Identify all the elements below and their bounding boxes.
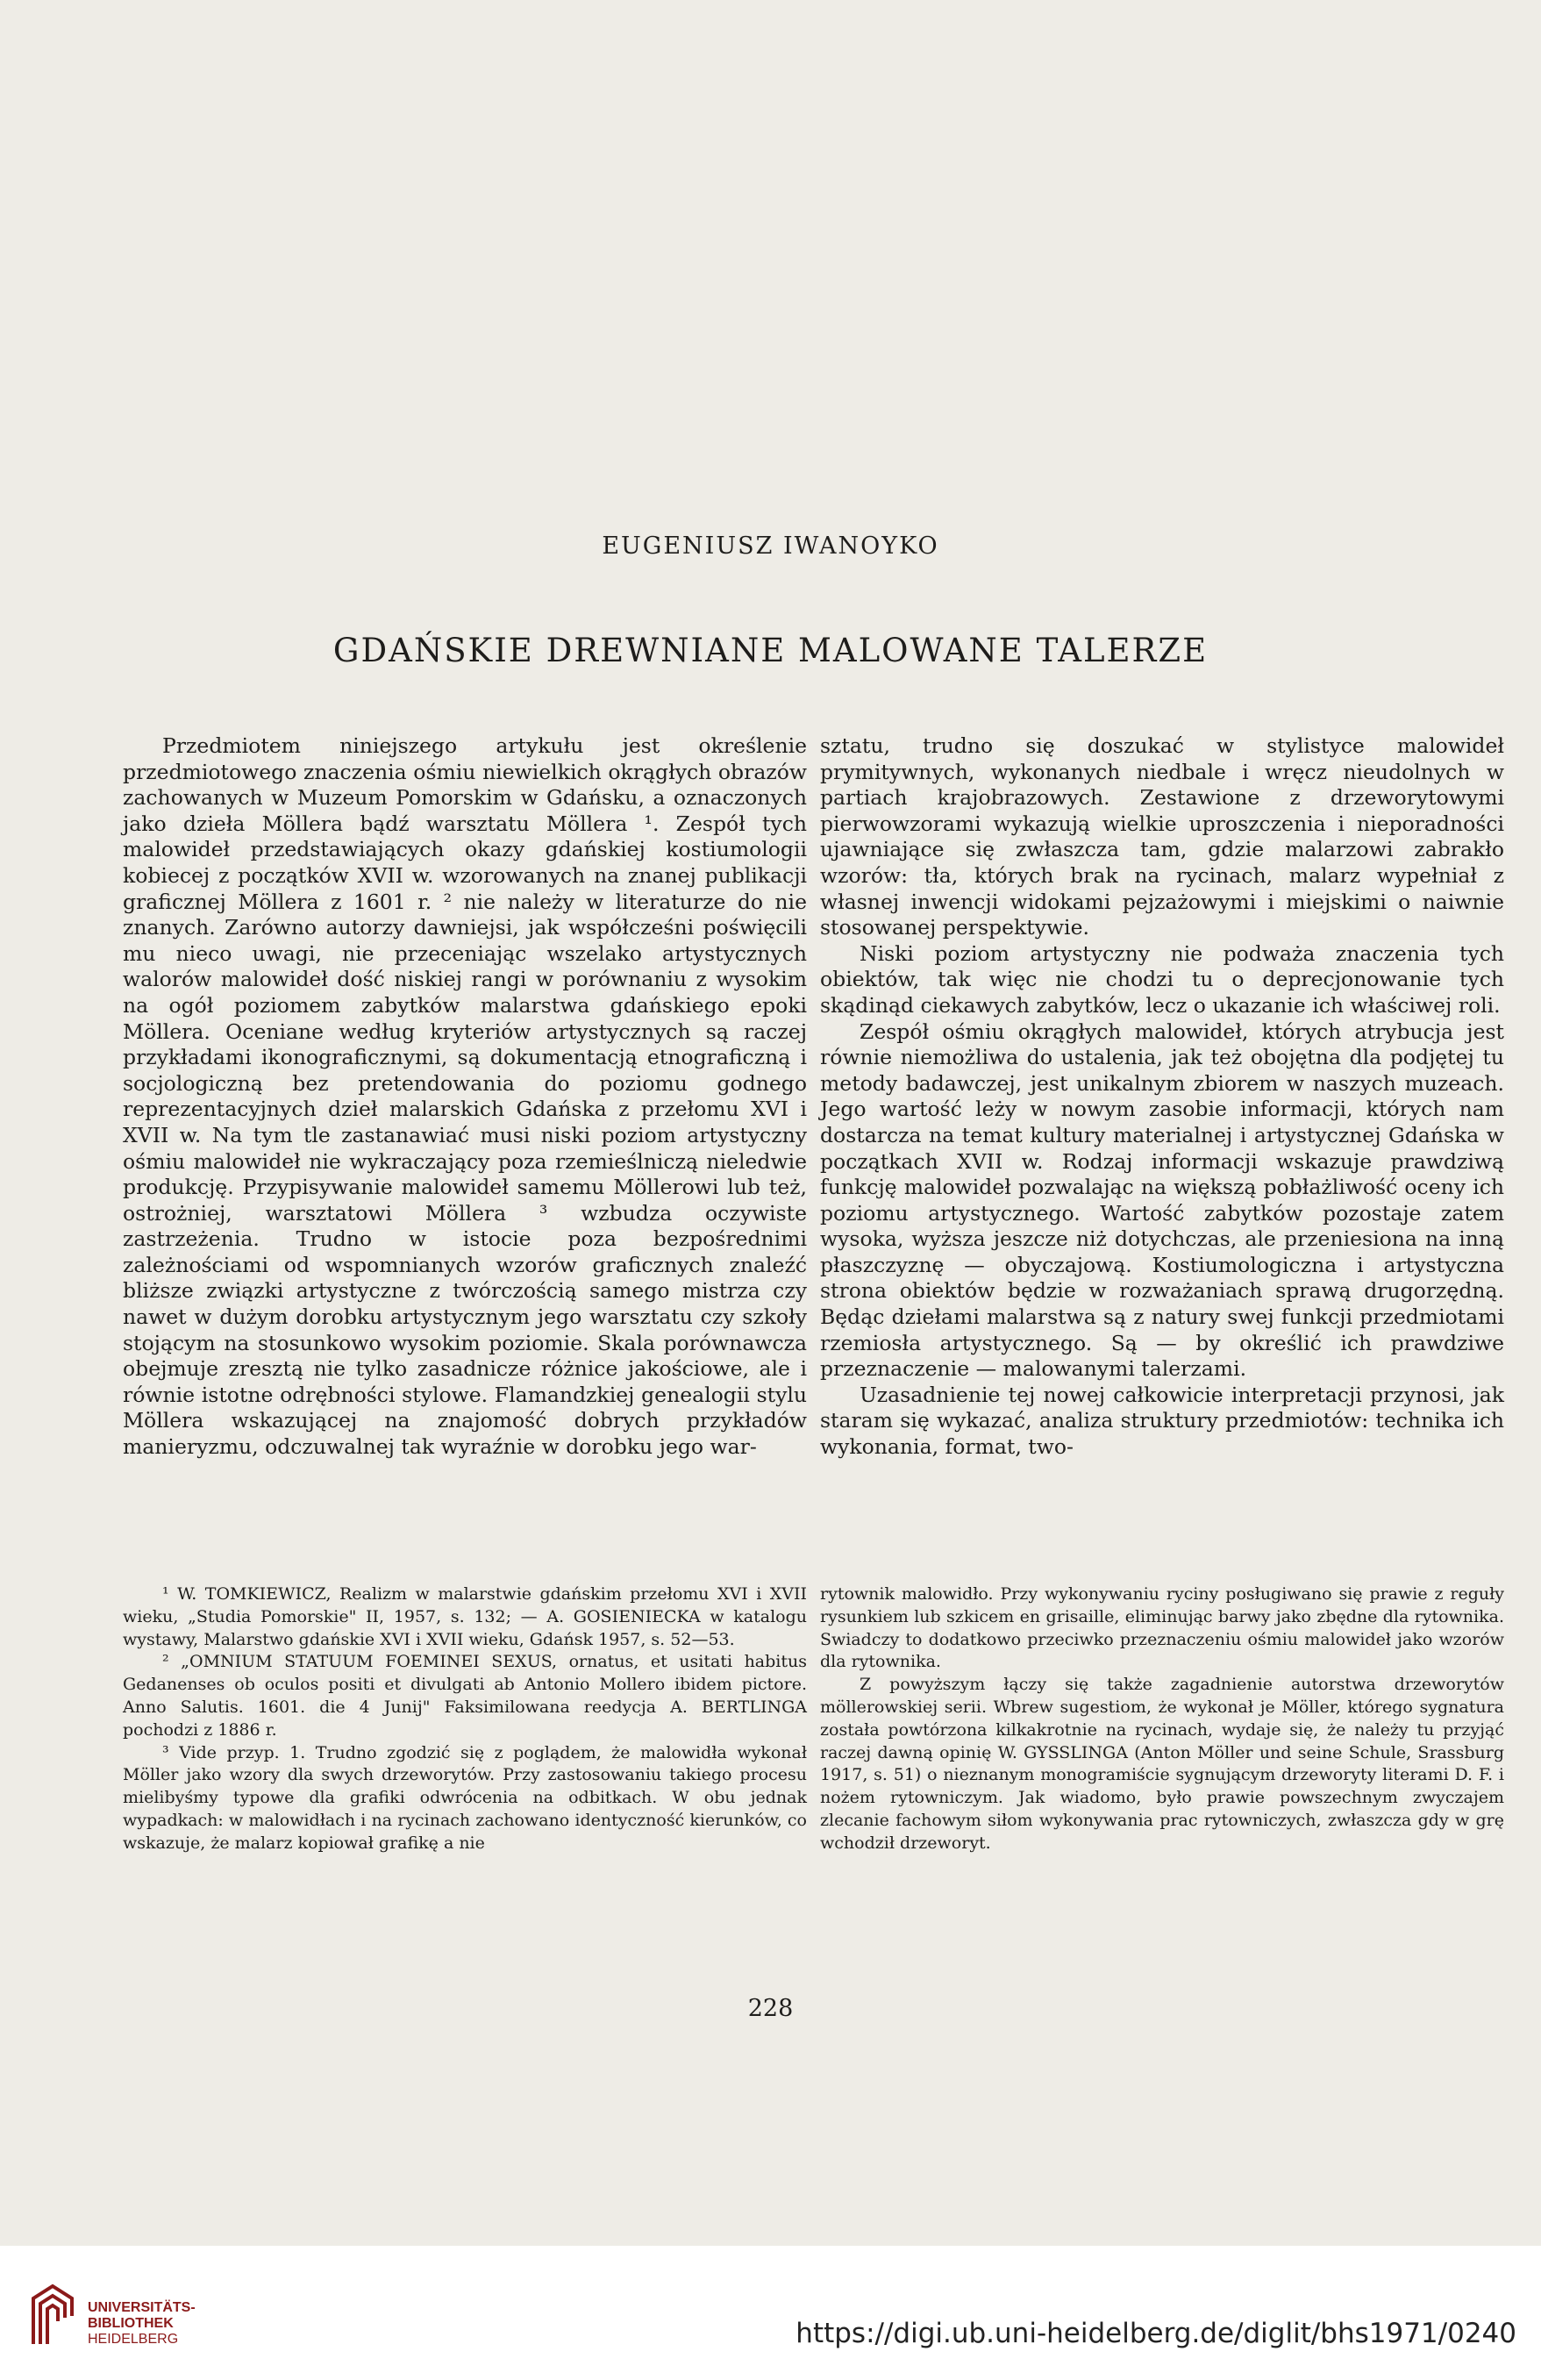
footnotes-right (820, 1583, 1504, 1855)
footnotes-left (123, 1583, 807, 1855)
paragraph: sztatu, trudno się doszukać w stylistyce malowideł prymitywnych, wykonanych niedbale i wręcz nieudolnych w partiach krajobrazowych. Zestawione z drzeworytowymi pierwowzorami wykazują wielkie uproszczenia i nieporadności ujawniające się zwłaszcza tam, gdzie malarzowi zabrakło wzorów: tła, których brak na rycinach, malarz wypełniał z własnej inwencji widokami pejzażowymi i miejskimi o naiwnie stosowanej perspektywie. (820, 733, 1504, 940)
library-name (88, 2300, 196, 2348)
footnote: rytownik malowidło. Przy wykonywaniu ryciny posługiwano się prawie z reguły rysunkiem lub szkicem en grisaille, eliminując barwy jako zbędne dla rytownika. Swiadczy to dodatkowo przeciwko przeznaczeniu ośmiu malowideł jako wzorów dla rytownika. (820, 1584, 1504, 1672)
page-url-link[interactable]: https://digi.ub.uni-heidelberg.de/diglit/bhs1971/0240 (795, 2318, 1516, 2349)
footnote: ¹ W. TOMKIEWICZ, Realizm w malarstwie gdańskim przełomu XVI i XVII wieku, „Studia Pomorskie" II, 1957, s. 132; — A. GOSIENIECKA w katalogu wystawy, Malarstwo gdańskie XVI i XVII wieku, Gdańsk 1957, s. 52—53. (123, 1584, 807, 1649)
paragraph: Uzasadnienie tej nowej całkowicie interpretacji przynosi, jak staram się wykazać, analiza struktury przedmiotów: technika ich wykonania, format, two- (820, 1382, 1504, 1460)
library-name-line: UNIVERSITÄTS- (88, 2300, 196, 2315)
footnote: Z powyższym łączy się także zagadnienie autorstwa drzeworytów möllerowskiej serii. Wbrew sugestiom, że wykonał je Möller, którego sygnatura została powtórzona kilkakrotnie na rycinach, wydaje się, że należy tu przyjąć raczej dawną opinię W. GYSSLINGA (Anton Möller und seine Schule, Srassburg 1917, s. 51) o nieznanym monogramiście sygnującym drzeworyty literami D. F. i nożem rytowniczym. Jak wiadomo, było prawie powszechnym zwyczajem zlecanie fachowym siłom wykonywania prac rytowniczych, zwłaszcza gdy w grę wchodził drzeworyt. (820, 1675, 1504, 1853)
paragraph: Niski poziom artystyczny nie podważa znaczenia tych obiektów, tak więc nie chodzi tu o deprecjonowanie tych skądinąd ciekawych zabytków, lecz o ukazanie ich właściwej roli. (820, 940, 1504, 1018)
footnote: ² „OMNIUM STATUUM FOEMINEI SEXUS, ornatus, et usitati habitus Gedanenses ob oculos positi et divulgati ab Antonio Mollero ibidem pictore. Anno Salutis. 1601. die 4 Junij" Faksimilowana reedycja A. BERTLINGA pochodzi z 1886 r. (123, 1652, 807, 1740)
paragraph: Przedmiotem niniejszego artykułu jest określenie przedmiotowego znaczenia ośmiu niewielkich okrągłych obrazów zachowanych w Muzeum Pomorskim w Gdańsku, a oznaczonych jako dzieła Möllera bądź warsztatu Möllera ¹. Zespół tych malowideł przedstawiających okazy gdańskiej kostiumologii kobiecej z początków XVII w. wzorowanych na znanej publikacji graficznej Möllera z 1601 r. ² nie należy w literaturze do nie znanych. Zarówno autorzy dawniejsi, jak współcześni poświęcili mu nieco uwagi, nie przeceniając wszelako artystycznych walorów malowideł dość niskiej rangi w porównaniu z wysokim na ogół poziomem zabytków malarstwa gdańskiego epoki Möllera. Oceniane według kryteriów artystycznych są raczej przykładami ikonograficznymi, są dokumentacją etnograficzną i socjologiczną bez pretendowania do poziomu godnego reprezentacyjnych dzieł malarskich Gdańska z przełomu XVI i XVII w. Na tym tle zastanawiać musi niski poziom artystyczny ośmiu malowideł nie wykraczający poza rzemieślniczą nieledwie produkcję. Przypisywanie malowideł samemu Möllerowi lub też, ostrożniej, warsztatowi Möllera ³ wzbudza oczywiste zastrzeżenia. Trudno w istocie poza bezpośrednimi zależnościami od wspomnianych wzorów graficznych znaleźć bliższe związki artystyczne z twórczością samego mistrza czy nawet w dużym dorobku artystycznym jego warsztatu czy szkoły stojącym na stosunkowo wysokim poziomie. Skala porównawcza obejmuje zresztą nie tylko zasadnicze różnice jakościowe, ale i równie istotne odrębności stylowe. Flamandzkiej genealogii stylu Möllera wskazującej na znajomość dobrych przykładów manieryzmu, odczuwalnej tak wyraźnie w dorobku jego war- (123, 733, 807, 1460)
footnote: ³ Vide przyp. 1. Trudno zgodzić się z poglądem, że malowidła wykonał Möller jako wzory dla swych drzeworytów. Przy zastosowaniu takiego procesu mielibyśmy typowe dla grafiki odwrócenia na odbitkach. W obu jednak wypadkach: w malowidłach i na rycinach zachowano identyczność kierunków, co wskazuje, że malarz kopiował grafikę a nie (123, 1742, 807, 1853)
library-logo-icon (25, 2281, 77, 2351)
article-title: GDAŃSKIE DREWNIANE MALOWANE TALERZE (332, 632, 1209, 669)
library-name-line: BIBLIOTHEK (88, 2316, 174, 2331)
body-column-left (123, 733, 807, 1461)
body-column-right (820, 733, 1504, 1461)
paragraph: Zespół ośmiu okrągłych malowideł, których atrybucja jest równie niemożliwa do ustalenia, jak też obojętna dla podjętej tu metody badawczej, jest unikalnym zbiorem w naszych muzeach. Jego wartość leży w nowym zasobie informacji, których nam dostarcza na temat kultury materialnej i artystycznej Gdańska w początkach XVII w. Rodzaj informacji wskazuje prawdziwą funkcję malowideł pozwalając na większą pobłażliwość oceny ich poziomu artystycznego. Wartość zabytków pozostaje zatem wysoka, wyższa jeszcze niż dotychczas, ale przeniesiona na inną płaszczyznę — obyczajową. Kostiumologiczna i artystyczna strona obiektów będzie w rozważaniach sprawą drugorzędną. Będąc dziełami malarstwa są z natury swej funkcji przedmiotami rzemiosła artystycznego. Są — by określić ich prawdziwe przeznaczenie — malowanymi talerzami. (820, 1018, 1504, 1382)
library-name-line: HEIDELBERG (88, 2332, 179, 2347)
article-author: EUGENIUSZ IWANOYKO (602, 532, 939, 560)
page-number: 228 (747, 1995, 794, 2022)
viewer-footer (0, 2246, 1541, 2380)
